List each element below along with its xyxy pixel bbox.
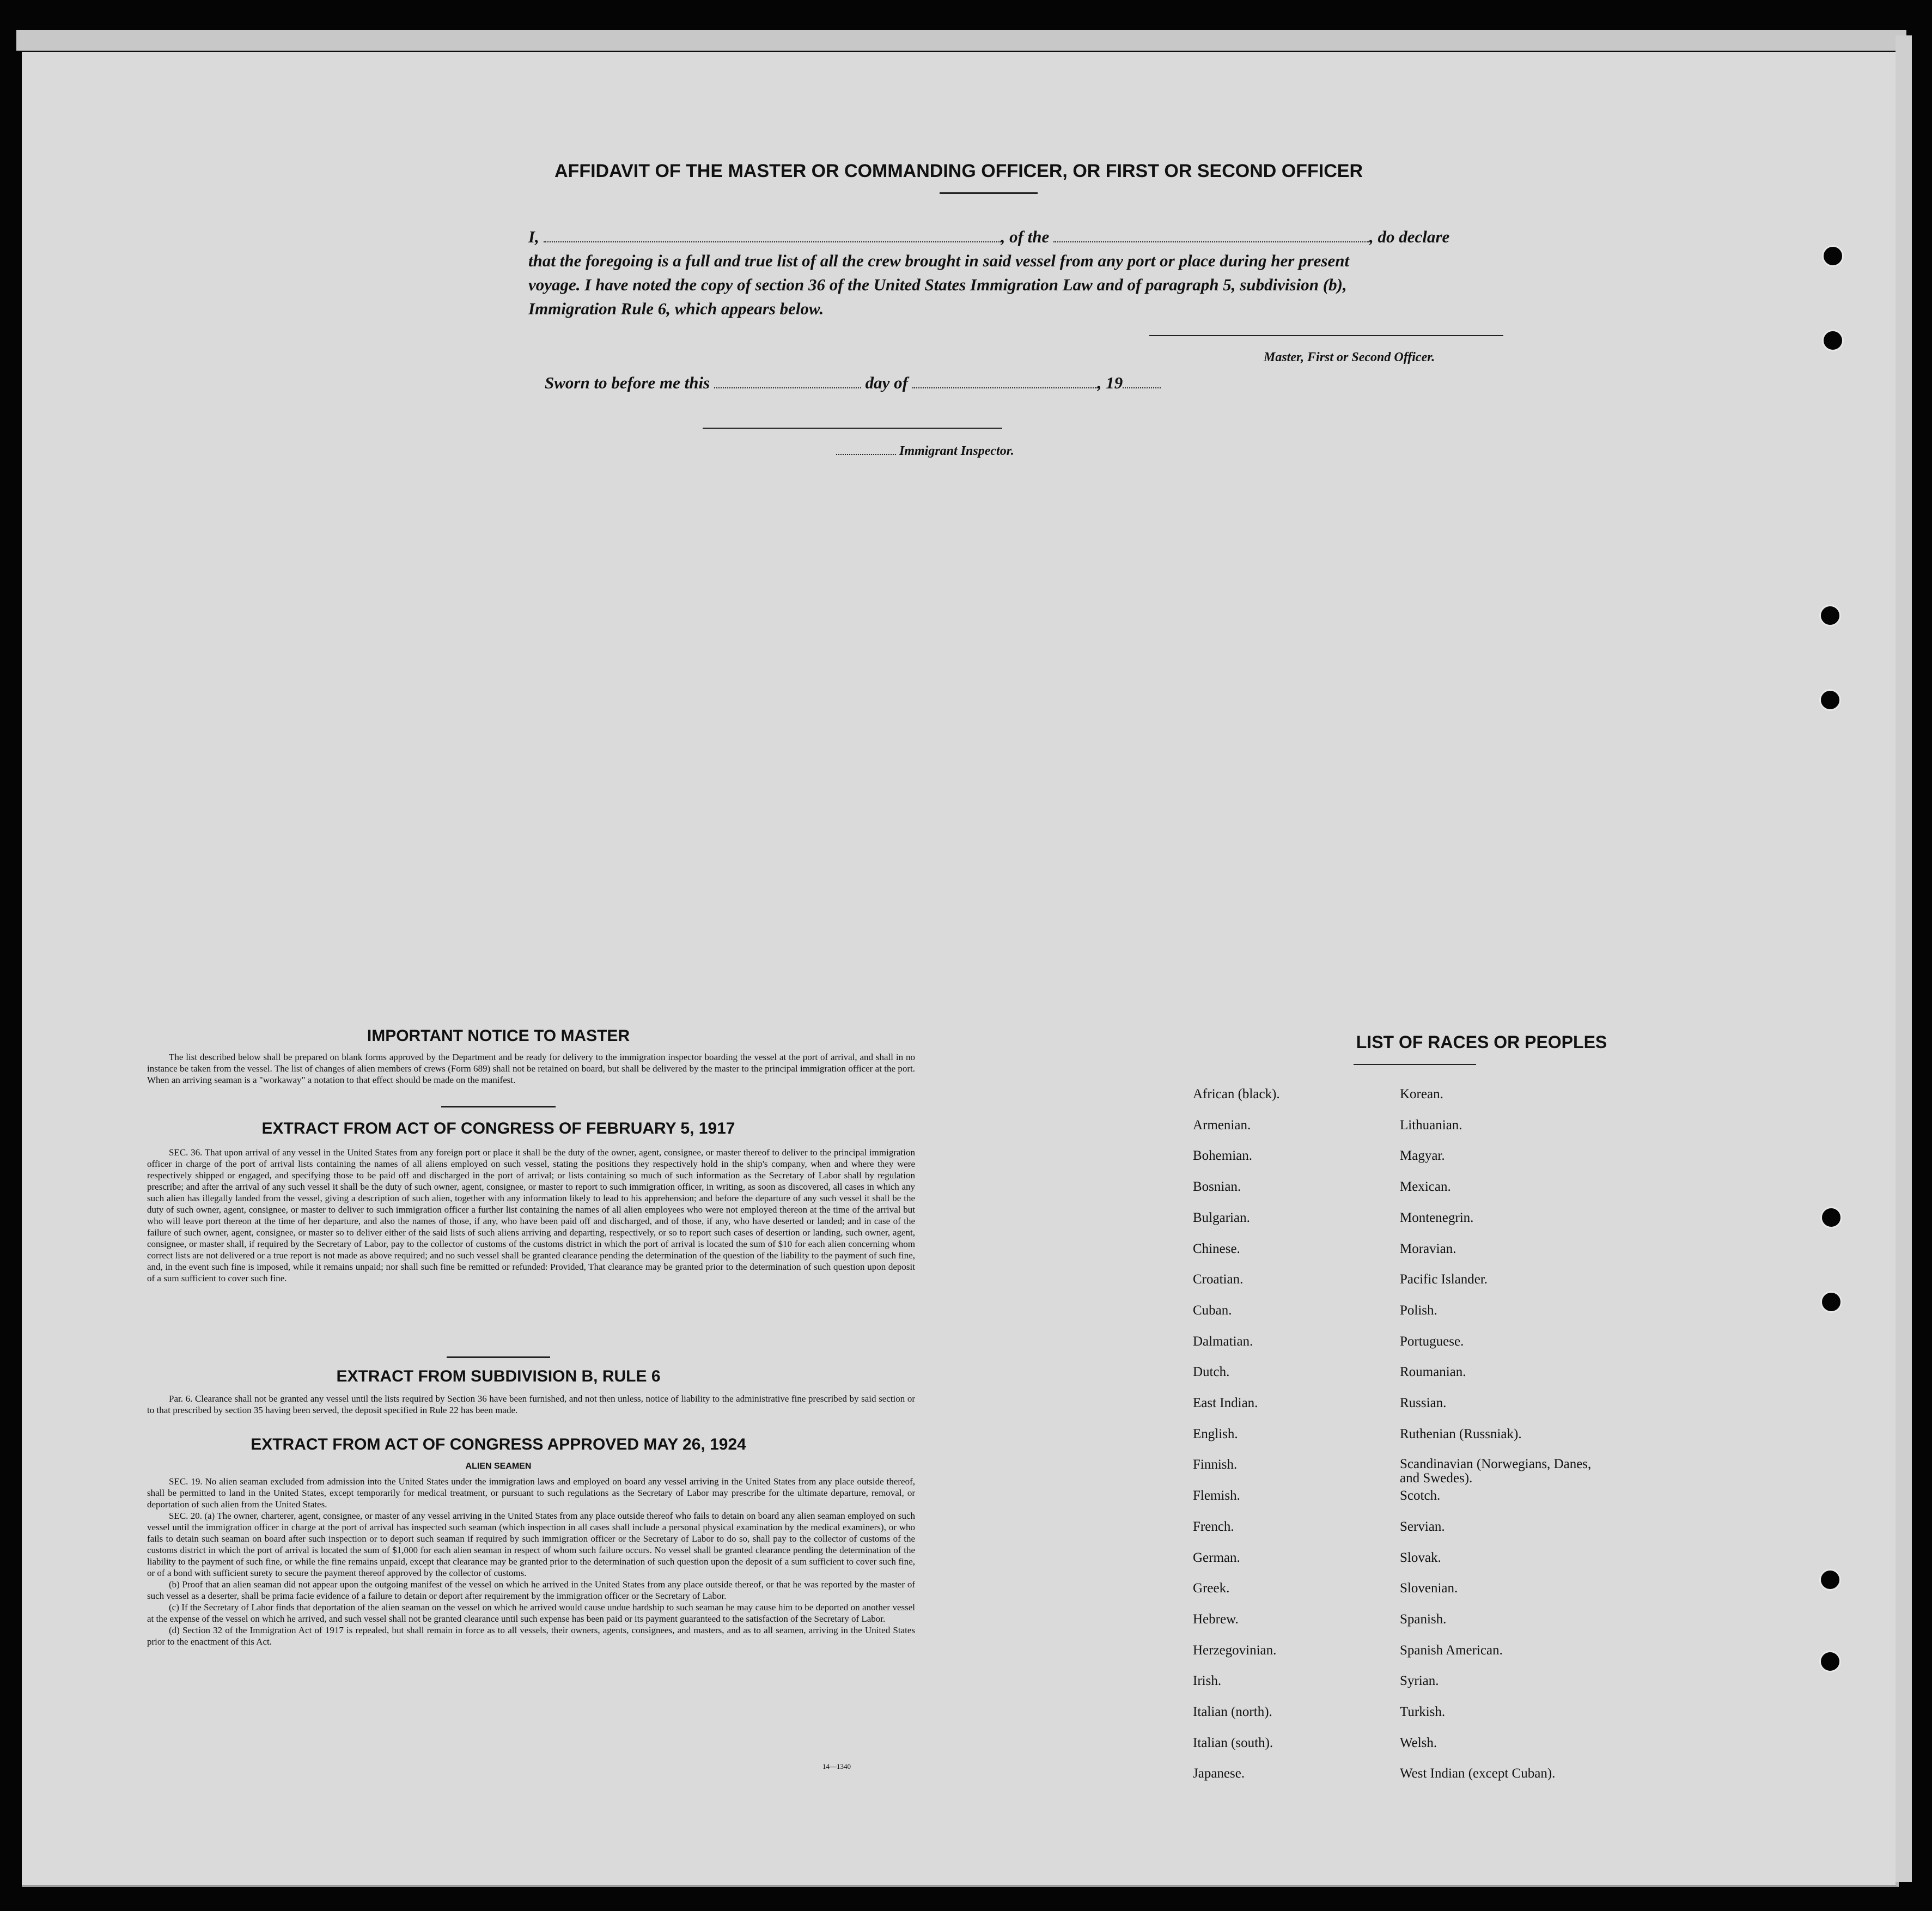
- extract-1917-title: EXTRACT FROM ACT OF CONGRESS OF FEBRUARY 5, 1917: [261, 1119, 735, 1137]
- race-entry: Magyar.: [1400, 1148, 1445, 1164]
- affidavit-declaration-line: [528, 225, 1514, 249]
- declare-label: , do declare: [1369, 227, 1450, 246]
- race-entry: Pacific Islander.: [1400, 1272, 1488, 1287]
- sec-20b-text: (b) Proof that an alien seaman did not appear upon the outgoing manifest of the vessel on which he arrived in the United States from any place outside thereof, or that he was reported by the master of such vessel as a deserter, shall be prima facie evidence of a failure to detain or deport after requirement by the immigration officer or the Secretary of Labor.: [147, 1579, 915, 1601]
- race-entry: Mexican.: [1400, 1179, 1451, 1195]
- inspector-dots: [836, 454, 896, 455]
- alien-seamen-subtitle: ALIEN SEAMEN: [465, 1462, 532, 1471]
- binder-hole: [1819, 605, 1841, 626]
- race-entry: French.: [1193, 1519, 1234, 1534]
- binder-hole: [1819, 1651, 1841, 1672]
- binder-hole: [1822, 330, 1844, 351]
- binder-hole: [1820, 1291, 1842, 1313]
- race-entry: Russian.: [1400, 1396, 1447, 1410]
- race-entry: Roumanian.: [1400, 1365, 1466, 1380]
- master-signature-line[interactable]: [1149, 335, 1503, 336]
- race-entry: Spanish.: [1400, 1611, 1447, 1627]
- race-entry: Lithuanian.: [1400, 1117, 1462, 1133]
- sec-20a-text: SEC. 20. (a) The owner, charterer, agent, consignee, or master of any vessel arriving in the United States from any place outside thereof who fails to detain on board any alien seaman employed on such vessel until the immigration officer in charge at the port of arrival has inspected such seaman (which inspection in all cases shall include a personal physical examination by the medical examiners), or who fails to detain such seaman on board after such inspection or to deport such seaman if required by such immigration officer or the Secretary of Labor to do so, shall pay to the collector of customs of the customs district in which the port of arrival is located the sum of $1,000 for each alien seaman in respect of whom such failure occurs. No vessel shall be granted clearance pending the determination of the liability to the payment of such fine, or while the fine remains unpaid, except that clearance may be granted prior to the determination of such question upon the deposit of a sum sufficient to cover such fine, or of a bond with sufficient surety to secure the payment thereof approved by the collector of customs.: [147, 1511, 915, 1578]
- affidavit-body: [528, 225, 1514, 321]
- extract-1917-body: [147, 1147, 915, 1284]
- form-number: 14—1340: [822, 1762, 851, 1770]
- race-entry: Cuban.: [1193, 1303, 1232, 1318]
- race-entry: Polish.: [1400, 1303, 1437, 1318]
- race-entry: Greek.: [1193, 1581, 1230, 1596]
- race-entry: Italian (south).: [1193, 1735, 1273, 1750]
- affidavit-title: AFFIDAVIT OF THE MASTER OR COMMANDING OFFICER, OR FIRST OR SECOND OFFICER: [554, 161, 1363, 181]
- rule6-title: EXTRACT FROM SUBDIVISION B, RULE 6: [336, 1367, 661, 1385]
- sworn-line: [545, 373, 1161, 393]
- notice-body: [147, 1051, 915, 1086]
- race-entry: Ruthenian (Russniak).: [1400, 1426, 1522, 1441]
- race-entry: Croatian.: [1193, 1272, 1244, 1287]
- race-entry: Japanese.: [1193, 1766, 1245, 1781]
- inspector-line: [836, 444, 1014, 459]
- sec-36-text: SEC. 36. That upon arrival of any vessel in the United States from any foreign port or place it shall be the duty of the owner, agent, consignee, or master thereof to deliver to the principal immigration officer in charge of the port of arrival lists containing the names of all aliens employed on such vessel, stating the positions they respectively hold in the ship's company, when and where they were respectively shipped or engaged, and specifying those to be paid off and discharged in the port of arrival; or lists containing so much of such information as the Secretary of Labor shall by regulation prescribe; and after the arrival of any such vessel it shall be the duty of such owner, agent, consignee, or master to report to such immigration officer, in writing, as soon as discovered, all cases in which any such alien has illegally landed from the vessel, giving a description of such alien, together with any information likely to lead to his apprehension; and before the departure of any such vessel it shall be the duty of such owner, agent, consignee, or master to deliver to such immigration officer a further list containing the names of all alien employees who were not employed thereon at the time of the arrival but who will leave port thereon at the time of her departure, and also the names of those, if any, who have been paid off and discharged, and of those, if any, who have deserted or landed; and in case of the failure of such owner, agent, consignee, or master so to deliver either of the said lists of such aliens arriving and departing, respectively, or so to report such cases of desertion or landing, such owner, agent, consignee, or master shall, if required by the Secretary of Labor, pay to the collector of customs of the customs district in which the port of arrival is located the sum of $10 for each alien concerning whom correct lists are not delivered or a true report is not made as above required; and no such vessel shall be granted clearance pending the determination of the question of the liability to the payment of such fine, and, in the event such fine is imposed, while it remains unpaid; nor shall such fine be remitted or refunded: Provided, That clearance may be granted prior to the determination of such question upon deposit of a sum sufficient to cover such fine.: [147, 1147, 915, 1283]
- race-entry: East Indian.: [1193, 1396, 1258, 1410]
- binder-hole: [1820, 1207, 1842, 1228]
- affidavit-line-3: voyage. I have noted the copy of section 36 of the United States Immigration Law and of paragraph 5, subdivision (b),: [528, 275, 1347, 294]
- year-label: , 19: [1097, 373, 1123, 392]
- race-entry: Italian (north).: [1193, 1705, 1272, 1719]
- race-entry: Irish.: [1193, 1673, 1222, 1689]
- race-entry: Turkish.: [1400, 1705, 1446, 1719]
- race-entry: English.: [1193, 1426, 1238, 1441]
- races-title: LIST OF RACES OR PEOPLES: [1356, 1032, 1607, 1052]
- race-entry: Slovenian.: [1400, 1581, 1458, 1596]
- race-entry: Hebrew.: [1193, 1611, 1239, 1627]
- inspector-signature-line[interactable]: [703, 428, 1002, 429]
- race-entry: German.: [1193, 1550, 1240, 1565]
- sec-20d-text: (d) Section 32 of the Immigration Act of 1917 is repealed, but shall remain in force as to all vessels, their owners, agents, consignees, and masters, and as to all seamen, arriving in the United States prior to the enactment of this Act.: [147, 1625, 915, 1647]
- binder-hole: [1819, 689, 1841, 711]
- par-6-text: Par. 6. Clearance shall not be granted any vessel until the lists required by Section 36 have been furnished, and not then unless, notice of liability to the administrative fine prescribed by said section or to that prescribed by section 35 having been served, the deposit specified in Rule 22 has been made.: [147, 1393, 915, 1415]
- notice-text: The list described below shall be prepared on blank forms approved by the Department and be ready for delivery to the immigration inspector boarding the vessel at the port of arrival, and shall in no instance be taken from the vessel. The list of changes of alien members of crews (Form 689) shall not be retained on board, but shall be delivered by the master to the principal immigration officer at the port. When an arriving seaman is a "workaway" a notation to that effect should be made on the manifest.: [147, 1052, 915, 1085]
- name-field[interactable]: [544, 241, 1001, 242]
- race-entry: Bohemian.: [1193, 1148, 1253, 1164]
- race-entry: African (black).: [1193, 1087, 1280, 1101]
- race-entry: Korean.: [1400, 1087, 1443, 1101]
- notice-title: IMPORTANT NOTICE TO MASTER: [367, 1027, 630, 1045]
- race-entry: Armenian.: [1193, 1117, 1251, 1133]
- race-entry: Finnish.: [1193, 1457, 1238, 1472]
- race-entry: Syrian.: [1400, 1673, 1439, 1689]
- sworn-year-field[interactable]: [1123, 387, 1161, 388]
- sworn-month-field[interactable]: [912, 387, 1098, 388]
- affidavit-line-2: that the foregoing is a full and true list of all the crew brought in said vessel from any port or place during her present: [528, 251, 1350, 270]
- race-entry: Bosnian.: [1193, 1179, 1241, 1195]
- sworn-label: Sworn to before me this: [545, 373, 710, 392]
- binder-hole: [1819, 1569, 1841, 1591]
- race-entry: Dutch.: [1193, 1365, 1230, 1380]
- of-the-label: , of the: [1001, 227, 1050, 246]
- title-underline: [940, 192, 1038, 194]
- race-entry: Moravian.: [1400, 1241, 1456, 1256]
- races-underline: [1354, 1064, 1476, 1065]
- race-entry: Herzegovinian.: [1193, 1642, 1277, 1658]
- race-entry: Welsh.: [1400, 1735, 1437, 1750]
- extract-1917-divider: [447, 1356, 550, 1358]
- race-entry: Scotch.: [1400, 1488, 1441, 1504]
- master-signature-label: Master, First or Second Officer.: [1264, 350, 1435, 364]
- race-entry: Flemish.: [1193, 1488, 1240, 1504]
- race-entry: Bulgarian.: [1193, 1210, 1250, 1225]
- day-of-label: day of: [865, 373, 908, 392]
- race-entry: Montenegrin.: [1400, 1210, 1474, 1225]
- race-entry: Spanish American.: [1400, 1642, 1503, 1658]
- inspector-label: Immigrant Inspector.: [899, 444, 1014, 458]
- manifest-page: [22, 52, 1899, 1887]
- extract-1924-body: [147, 1476, 915, 1647]
- page-edge-top: [16, 30, 1906, 51]
- race-entry: Portuguese.: [1400, 1334, 1464, 1349]
- page-edge-right: [1896, 35, 1912, 1882]
- sworn-day-field[interactable]: [714, 387, 861, 388]
- race-entry: Chinese.: [1193, 1241, 1240, 1256]
- race-entry: West Indian (except Cuban).: [1400, 1766, 1556, 1781]
- extract-1924-title: EXTRACT FROM ACT OF CONGRESS APPROVED MAY 26, 1924: [251, 1435, 746, 1453]
- race-entry: Servian.: [1400, 1519, 1445, 1534]
- affidavit-i-label: I,: [528, 227, 539, 246]
- race-entry: Slovak.: [1400, 1550, 1441, 1565]
- binder-hole: [1822, 245, 1844, 267]
- vessel-field[interactable]: [1053, 241, 1369, 242]
- sec-20c-text: (c) If the Secretary of Labor finds that deportation of the alien seaman on the vessel on which he arrived would cause undue hardship to such seaman he may cause him to be deported on another vessel at the expense of the vessel on which he arrived, and such vessel shall not be granted clearance until such expense has been paid or its payment guaranteed to the satisfaction of the Secretary of Labor.: [147, 1602, 915, 1624]
- rule6-body: [147, 1393, 915, 1416]
- race-entry: Scandinavian (Norwegians, Danes, and Swedes).: [1400, 1457, 1592, 1486]
- race-entry: Dalmatian.: [1193, 1334, 1253, 1349]
- affidavit-line-4: Immigration Rule 6, which appears below.: [528, 299, 824, 318]
- sec-19-text: SEC. 19. No alien seaman excluded from admission into the United States under the immigration laws and employed on board any vessel arriving in the United States from any place outside thereof, shall be permitted to land in the United States, except temporarily for medical treatment, or pursuant to such regulations as the Secretary of Labor may prescribe for the ultimate departure, removal, or deportation of such alien from the United States.: [147, 1476, 915, 1510]
- notice-divider: [441, 1106, 556, 1107]
